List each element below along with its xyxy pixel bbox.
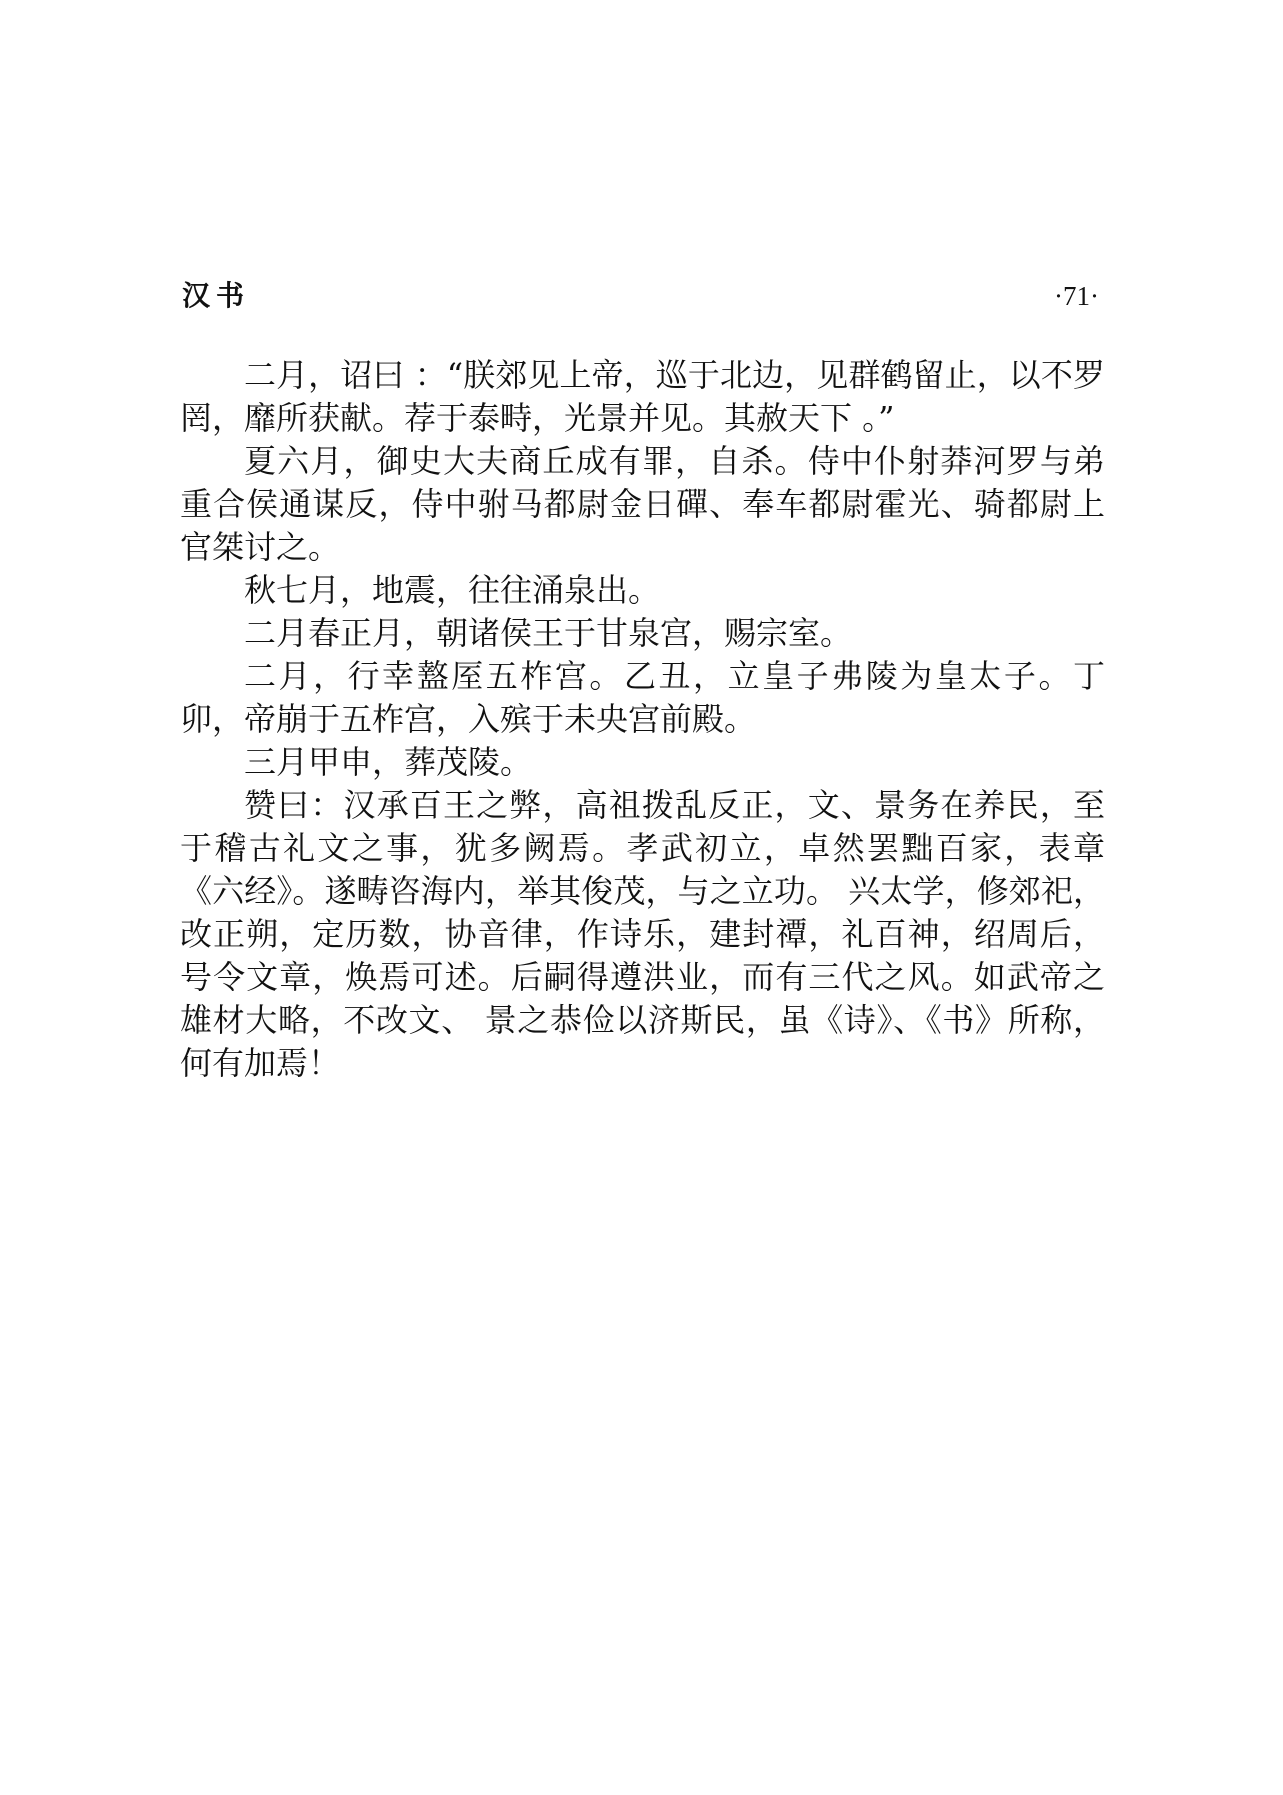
book-title: 汉书 bbox=[182, 279, 251, 312]
paragraph-burial: 三月甲申，葬茂陵。 bbox=[244, 743, 533, 781]
paragraph-edict: 二月，诏曰 ：“朕郊见上帝，巡于北边，见群鹤留止，以不罗罔，靡所获献。荐于泰畤，光景并见。其赦天下 。” bbox=[180, 356, 1105, 437]
paragraph-emperor-death: 二月，行幸盩厔五柞宫。乙丑，立皇子弗陵为皇太子。丁卯，帝崩于五柞宫，入殡于未央宫前殿。 bbox=[180, 657, 1105, 738]
page-body bbox=[180, 354, 1105, 1085]
paragraph-spring-first-month: 二月春正月，朝诸侯王于甘泉宫，赐宗室。 bbox=[244, 614, 853, 652]
paragraph-eulogy: 赞曰：汉承百王之弊，高祖拨乱反正，文、景务在养民，至于稽古礼文之事，犹多阙焉。孝武初立，卓然罢黜百家，表章《六经》。遂畴咨海内，举其俊茂，与之立功。 兴太学，修郊祀，改正朔，定历数，协音律，作诗乐，建封禫，礼百神，绍周后，号令文章，焕焉可述。后嗣得遵洪业，而有三代之风。如武帝之雄材大略，不改文、 景之恭俭以济斯民，虽《诗》、《书》所称，何有加焉！ bbox=[180, 786, 1105, 1082]
paragraph-summer-sixth-month: 夏六月，御史大夫商丘成有罪，自杀。侍中仆射莽河罗与弟重合侯通谋反，侍中驸马都尉金日磾、奉车都尉霍光、骑都尉上官桀讨之。 bbox=[180, 442, 1105, 566]
page-header bbox=[182, 272, 1099, 320]
paragraph-autumn-earthquake: 秋七月，地震，往往涌泉出。 bbox=[244, 571, 661, 609]
page-number: ·71· bbox=[1054, 281, 1099, 311]
